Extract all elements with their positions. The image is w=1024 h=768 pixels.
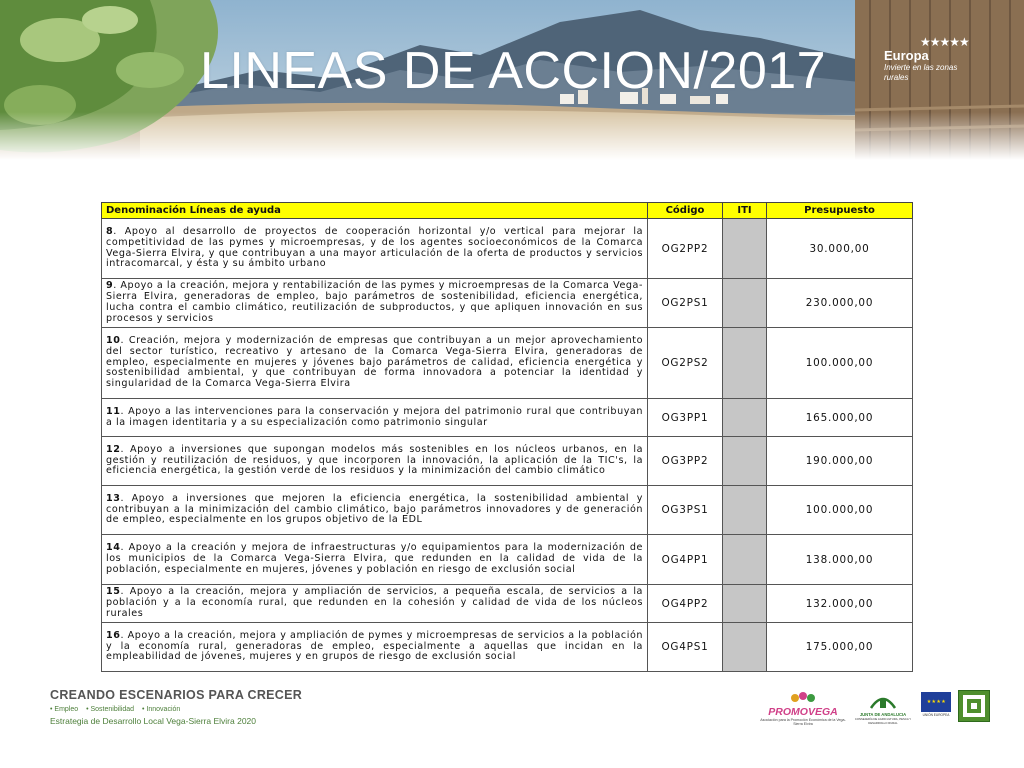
row-number: 13 <box>106 492 121 504</box>
row-number: 16 <box>106 629 121 641</box>
row-number: 15 <box>106 586 121 598</box>
europa-tagline: Invierte en las zonas rurales <box>884 63 958 82</box>
row-code: OG3PP2 <box>648 437 723 486</box>
promovega-logo <box>758 690 848 726</box>
footer-tag: • Innovación <box>142 706 181 713</box>
junta-name: JUNTA DE ANDALUCIA <box>859 712 907 717</box>
row-text: . Apoyo a la creación, mejora y ampliación de pymes y microempresas de servicios a la población y la economía rural, generadoras de empleo, especialmente a aquellas que incidan en la empleabilidad de jóvenes, mujeres y en grupos de riesgo de exclusión social <box>106 629 643 663</box>
row-number: 14 <box>106 542 121 554</box>
row-text: . Apoyo a la creación, mejora y rentabilización de las pymes y microempresas de la Comarca Vega-Sierra Elvira, generadoras de empleo, bajo parámetros de sostenibilidad, eficiencia energética, lucha contra el cambio climático, reutilización de subproductos, y que apliquen innovación en sus procesos y servicios <box>106 280 643 324</box>
table-header-row <box>102 203 913 219</box>
row-iti <box>723 399 767 437</box>
row-code: OG2PS2 <box>648 328 723 399</box>
junta-andalucia-logo <box>852 690 914 725</box>
row-text: . Creación, mejora y modernización de empresas que contribuyan a un mejor aprovechamiento del sector turístico, recreativo y artesano de la Comarca Vega-Sierra Elvira, generadoras de empleo, especialmente en mujeres y jóvenes bajo parámetros de calidad, eficiencia energética y sostenibilidad ambiental, y que contribuyan de forma innovadora a potenciar la identidad y singularidad de la Comarca Vega-Sierra Elvira <box>106 335 643 390</box>
row-budget: 190.000,00 <box>767 437 913 486</box>
row-code: OG3PS1 <box>648 486 723 535</box>
leader-mark-icon <box>959 691 989 721</box>
leader-logo <box>958 690 990 722</box>
row-iti <box>723 279 767 328</box>
row-iti <box>723 535 767 585</box>
row-number: 12 <box>106 443 121 455</box>
row-text: . Apoyo a la creación y mejora de infraestructuras y/o equipamientos para la modernización de los municipios de la Comarca Vega-Sierra Elvira, que redunden en la calidad de vida de la población, especialmente en mujeres, jóvenes y población en riesgo de exclusión social <box>106 542 643 575</box>
footer-branding <box>50 688 302 726</box>
table-row <box>102 279 913 328</box>
row-text: . Apoyo al desarrollo de proyectos de cooperación horizontal y/o vertical para mejorar la competitividad de las pymes y microempresas, y de los agentes socioeconómicos de la Comarca Vega-Sierra Elvira, y que contribuyan a una mayor articulación de la oferta de productos y servicios intracomarcal, y ésta y su ámbito urbano <box>106 225 643 270</box>
row-description <box>102 535 648 585</box>
row-budget: 138.000,00 <box>767 535 913 585</box>
junta-emblem-icon <box>868 690 898 710</box>
footer-tags <box>50 706 302 713</box>
row-iti <box>723 437 767 486</box>
row-code: OG2PS1 <box>648 279 723 328</box>
slide-title: LINEAS DE ACCION/2017 <box>200 42 827 100</box>
header-denominacion: Denominación Líneas de ayuda <box>102 203 648 219</box>
row-iti <box>723 585 767 623</box>
row-budget: 230.000,00 <box>767 279 913 328</box>
row-description <box>102 279 648 328</box>
row-text: . Apoyo a inversiones que supongan modelos más sostenibles en los núcleos urbanos, en la gestión y reutilización de residuos, y que incorporen la innovación, la aplicación de la TIC's, la eficiencia energética, la gestión verde de los residuos y la minimización del cambio climático <box>106 443 643 477</box>
row-description <box>102 437 648 486</box>
table-row <box>102 535 913 585</box>
row-number: 11 <box>106 405 121 417</box>
row-iti <box>723 623 767 672</box>
row-iti <box>723 328 767 399</box>
ue-logo <box>919 692 953 717</box>
junta-sub: CONSEJERÍA DE AGRICULTURA, PESCA Y DESARROLLO RURAL <box>854 717 912 725</box>
row-number: 8 <box>106 225 114 237</box>
row-description <box>102 328 648 399</box>
row-description <box>102 219 648 279</box>
promovega-mark-icon <box>783 690 823 706</box>
row-description <box>102 623 648 672</box>
row-description <box>102 399 648 437</box>
row-code: OG2PP2 <box>648 219 723 279</box>
table-row <box>102 328 913 399</box>
row-iti <box>723 219 767 279</box>
row-budget: 100.000,00 <box>767 486 913 535</box>
row-budget: 132.000,00 <box>767 585 913 623</box>
promovega-sub: Asociación para la Promoción Económica de la Vega-Sierra Elvira <box>760 718 846 726</box>
row-code: OG4PS1 <box>648 623 723 672</box>
table-row <box>102 399 913 437</box>
row-code: OG4PP1 <box>648 535 723 585</box>
row-text: . Apoyo a inversiones que mejoren la eficiencia energética, la sostenibilidad ambiental y contribuyan a la minimización del cambio climático, bajo parámetros innovadores y de generación de empleo, especialmente en los grupos objetivo de la EDL <box>106 492 643 526</box>
header-codigo: Código <box>648 203 723 219</box>
row-number: 10 <box>106 335 121 346</box>
europa-logo <box>884 36 984 83</box>
table-row <box>102 623 913 672</box>
row-code: OG3PP1 <box>648 399 723 437</box>
footer-tag: • Empleo <box>50 706 79 713</box>
row-text: . Apoyo a la creación, mejora y ampliación de servicios, a pequeña escala, de servicios a la población y a la economía rural, que redunden en la cohesión y calidad de vida de los núcleos rurales <box>106 586 643 619</box>
footer-tag: • Sostenibilidad <box>86 706 135 713</box>
row-budget: 165.000,00 <box>767 399 913 437</box>
europa-stars-icon: ★★★★★ <box>920 35 969 49</box>
europa-word: Europa <box>884 48 929 63</box>
table-row <box>102 219 913 279</box>
table-row <box>102 437 913 486</box>
row-budget: 30.000,00 <box>767 219 913 279</box>
table-row <box>102 585 913 623</box>
row-budget: 175.000,00 <box>767 623 913 672</box>
row-description <box>102 486 648 535</box>
header-iti: ITI <box>723 203 767 219</box>
footer-strategy: Estrategia de Desarrollo Local Vega-Sierra Elvira 2020 <box>50 716 257 726</box>
footer-title: CREANDO ESCENARIOS PARA CRECER <box>50 688 303 702</box>
eu-flag-icon: ★ ★ ★ ★ <box>921 692 951 712</box>
row-description <box>102 585 648 623</box>
row-iti <box>723 486 767 535</box>
header-presupuesto: Presupuesto <box>767 203 913 219</box>
row-text: . Apoyo a las intervenciones para la conservación y mejora del patrimonio rural que contribuyan a la imagen identitaria y a su especialización como patrimonio singular <box>106 405 643 428</box>
lineas-ayuda-table <box>101 202 913 672</box>
promovega-name: PROMOVEGA <box>768 706 838 718</box>
row-code: OG4PP2 <box>648 585 723 623</box>
row-budget: 100.000,00 <box>767 328 913 399</box>
table-row <box>102 486 913 535</box>
ue-name: UNIÓN EUROPEA <box>922 713 950 717</box>
row-number: 9 <box>106 280 114 292</box>
header-banner <box>0 0 1024 160</box>
